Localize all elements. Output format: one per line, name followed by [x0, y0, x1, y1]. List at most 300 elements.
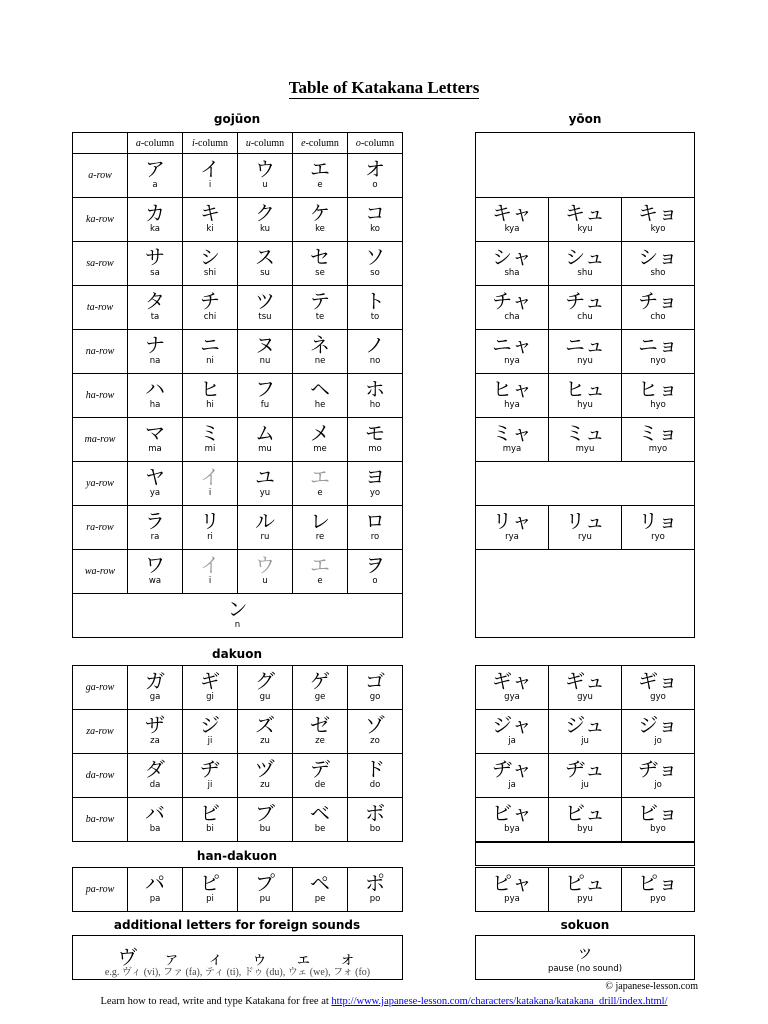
- yoon-row: [476, 198, 695, 242]
- romaji-label: pi: [206, 894, 214, 904]
- sokuon-heading: sokuon: [560, 918, 610, 932]
- kana-cell: [238, 374, 293, 418]
- romaji-label: to: [370, 312, 380, 322]
- kana-glyph: ゲ: [310, 669, 330, 693]
- romaji-label: kyo: [650, 224, 666, 234]
- romaji-label: hyo: [650, 400, 666, 410]
- romaji-label: byo: [650, 824, 666, 834]
- kana-cell: [128, 462, 183, 506]
- kana-cell: [348, 242, 403, 286]
- kana-glyph: ニョ: [638, 333, 678, 357]
- romaji-label: ju: [581, 736, 589, 746]
- romaji-label: gu: [259, 692, 271, 702]
- romaji-label: fu: [260, 400, 270, 410]
- kana-cell: [549, 286, 622, 330]
- kana-glyph: ポ: [365, 871, 385, 895]
- kana-glyph: ケ: [310, 201, 330, 225]
- kana-cell: [549, 798, 622, 842]
- kana-glyph: ヂュ: [565, 757, 605, 781]
- romaji-label: shu: [577, 268, 593, 278]
- romaji-label: nyo: [650, 356, 666, 366]
- romaji-label: e: [317, 576, 323, 586]
- kana-cell: [348, 754, 403, 798]
- kana-cell: [549, 868, 622, 912]
- romaji-label: se: [315, 268, 325, 278]
- kana-cell: [128, 286, 183, 330]
- romaji-label: go: [369, 692, 381, 702]
- kana-cell: [128, 154, 183, 198]
- romaji-label: ro: [370, 532, 380, 542]
- column-header: o-column: [348, 133, 403, 154]
- kana-cell: [128, 868, 183, 912]
- kana-glyph: ヂョ: [638, 757, 678, 781]
- kana-cell: [183, 506, 238, 550]
- kana-glyph: イ: [200, 553, 220, 577]
- kana-cell: [293, 868, 348, 912]
- kana-glyph: ヤ: [145, 465, 165, 489]
- foreign-example: e.g. ヴィ (vi), ファ (fa), ティ (ti), ドゥ (du), ウェ (we), フォ (fo): [104, 967, 371, 978]
- kana-glyph: ジョ: [638, 713, 678, 737]
- kana-glyph: ジャ: [492, 713, 532, 737]
- katakana-drill-link[interactable]: http://www.japanese-lesson.com/characters/katakana/katakana_drill/index.html/: [331, 996, 668, 1007]
- kana-cell: [183, 754, 238, 798]
- kana-glyph: ミュ: [565, 421, 605, 445]
- kana-glyph: ツ: [255, 289, 275, 313]
- copyright-text: © japanese-lesson.com: [605, 981, 698, 992]
- kana-glyph: メ: [310, 421, 330, 445]
- romaji-label: hya: [504, 400, 520, 410]
- kana-glyph: ギョ: [638, 669, 678, 693]
- handakuon-table: [72, 867, 403, 912]
- kana-glyph: シュ: [565, 245, 605, 269]
- romaji-label: i: [208, 488, 212, 498]
- kana-cell: [128, 242, 183, 286]
- kana-cell: [476, 330, 549, 374]
- kana-cell: [183, 868, 238, 912]
- romaji-label: mya: [502, 444, 522, 454]
- kana-cell: [348, 462, 403, 506]
- kana-cell: [622, 798, 695, 842]
- kana-glyph: ル: [255, 509, 275, 533]
- romaji-label: ryo: [651, 532, 665, 542]
- kana-glyph: ボ: [365, 801, 385, 825]
- kana-glyph: ワ: [145, 553, 165, 577]
- kana-cell: [128, 798, 183, 842]
- romaji-label: u: [262, 180, 268, 190]
- kana-cell: [293, 286, 348, 330]
- row-label: ya-row: [73, 462, 128, 506]
- romaji-label: byu: [577, 824, 593, 834]
- kana-row: [73, 374, 403, 418]
- romaji-label: ryu: [578, 532, 592, 542]
- kana-cell: [622, 242, 695, 286]
- romaji-label: tsu: [258, 312, 272, 322]
- yoon-row: [476, 754, 695, 798]
- romaji-label: ja: [508, 736, 516, 746]
- kana-glyph: ニュ: [565, 333, 605, 357]
- kana-cell: [238, 506, 293, 550]
- gojuon-table: [72, 132, 403, 638]
- romaji-label: za: [150, 736, 160, 746]
- kana-glyph: ホ: [365, 377, 385, 401]
- kana-cell: [549, 418, 622, 462]
- kana-glyph: ギ: [200, 669, 220, 693]
- n-row: [73, 594, 403, 638]
- romaji-label: zu: [260, 780, 270, 790]
- kana-cell: [128, 374, 183, 418]
- romaji-label: pyo: [650, 894, 666, 904]
- empty-yoon-cell: [476, 550, 695, 638]
- kana-cell: [293, 374, 348, 418]
- kana-glyph: ト: [365, 289, 385, 313]
- kana-cell: [476, 506, 549, 550]
- kana-cell: [622, 330, 695, 374]
- kana-row: [73, 666, 403, 710]
- kana-cell: [476, 198, 549, 242]
- kana-glyph: ニ: [200, 333, 220, 357]
- romaji-label: i: [208, 180, 212, 190]
- romaji-label: o: [372, 180, 378, 190]
- romaji-label: chu: [577, 312, 593, 322]
- romaji-label: nya: [504, 356, 520, 366]
- kana-glyph: パ: [145, 871, 165, 895]
- kana-cell: [293, 418, 348, 462]
- kana-glyph: キュ: [565, 201, 605, 225]
- row-label: ra-row: [73, 506, 128, 550]
- kana-cell: [238, 868, 293, 912]
- romaji-label: bo: [369, 824, 381, 834]
- kana-glyph: ヒャ: [492, 377, 532, 401]
- kana-row: [73, 506, 403, 550]
- yoon-bottom-empty: [476, 550, 695, 638]
- yoon-row: [476, 418, 695, 462]
- romaji-label: so: [370, 268, 380, 278]
- kana-cell: [183, 330, 238, 374]
- kana-glyph: サ: [145, 245, 165, 269]
- kana-glyph: ヘ: [310, 377, 330, 401]
- romaji-label: rya: [505, 532, 519, 542]
- kana-glyph: イ: [200, 157, 220, 181]
- kana-cell: [293, 198, 348, 242]
- romaji-label: e: [317, 180, 323, 190]
- romaji-label: nu: [259, 356, 271, 366]
- kana-cell: [128, 418, 183, 462]
- kana-glyph: ヌ: [255, 333, 275, 357]
- row-label: ba-row: [73, 798, 128, 842]
- kana-glyph: レ: [310, 509, 330, 533]
- kana-cell: [183, 418, 238, 462]
- kana-cell: [348, 418, 403, 462]
- kana-glyph: ガ: [145, 669, 165, 693]
- kana-row: [73, 198, 403, 242]
- romaji-label: ja: [508, 780, 516, 790]
- kana-glyph: ナ: [145, 333, 165, 357]
- kana-glyph: チャ: [492, 289, 532, 313]
- row-label: na-row: [73, 330, 128, 374]
- kana-glyph: ミャ: [492, 421, 532, 445]
- corner-cell: [73, 133, 128, 154]
- foreign-letter: ヴ: [117, 945, 138, 969]
- kana-cell: [293, 550, 348, 594]
- kana-row: [73, 798, 403, 842]
- foreign-letters: [73, 941, 402, 969]
- kana-glyph: ハ: [145, 377, 165, 401]
- romaji-label: wa: [148, 576, 162, 586]
- kana-row: [73, 462, 403, 506]
- kana-glyph: ピャ: [492, 871, 532, 895]
- kana-cell: [476, 798, 549, 842]
- kana-glyph: ム: [255, 421, 275, 445]
- kana-cell: [238, 666, 293, 710]
- row-label: za-row: [73, 710, 128, 754]
- kana-glyph: シャ: [492, 245, 532, 269]
- romaji-label: pya: [504, 894, 520, 904]
- yoon-row: [476, 374, 695, 418]
- kana-cell: [549, 198, 622, 242]
- kana-glyph: ビョ: [638, 801, 678, 825]
- kana-cell: [238, 550, 293, 594]
- kana-glyph: ア: [145, 157, 165, 181]
- kana-cell: [293, 462, 348, 506]
- row-label: ma-row: [73, 418, 128, 462]
- kana-cell: [128, 754, 183, 798]
- kana-cell: [549, 710, 622, 754]
- kana-cell: [238, 242, 293, 286]
- kana-cell: [183, 550, 238, 594]
- kana-glyph: ゴ: [365, 669, 385, 693]
- kana-cell: [183, 462, 238, 506]
- kana-glyph: ダ: [145, 757, 165, 781]
- romaji-label: po: [369, 894, 381, 904]
- kana-row: [73, 418, 403, 462]
- kana-glyph: ベ: [310, 801, 330, 825]
- kana-cell: [183, 374, 238, 418]
- kana-glyph: リュ: [565, 509, 605, 533]
- kana-glyph: リャ: [492, 509, 532, 533]
- kana-cell: [348, 154, 403, 198]
- row-label: ta-row: [73, 286, 128, 330]
- kana-glyph: ビュ: [565, 801, 605, 825]
- romaji-label: cha: [504, 312, 520, 322]
- kana-glyph: ピュ: [565, 871, 605, 895]
- kana-cell: [128, 506, 183, 550]
- romaji-label: ru: [260, 532, 270, 542]
- kana-cell: [183, 242, 238, 286]
- column-header: e-column: [293, 133, 348, 154]
- kana-glyph: オ: [365, 157, 385, 181]
- kana-cell: [476, 666, 549, 710]
- romaji-label: da: [149, 780, 161, 790]
- romaji-label: ju: [581, 780, 589, 790]
- kana-row: [73, 330, 403, 374]
- kana-cell: [348, 330, 403, 374]
- romaji-label: cho: [650, 312, 666, 322]
- romaji-label: pe: [314, 894, 326, 904]
- kana-glyph: ヒョ: [638, 377, 678, 401]
- romaji-label: n: [234, 620, 241, 630]
- yoon-row: [476, 710, 695, 754]
- romaji-label: sha: [504, 268, 520, 278]
- kana-cell: [476, 418, 549, 462]
- romaji-label: su: [260, 268, 270, 278]
- row-label: ka-row: [73, 198, 128, 242]
- romaji-label: jo: [654, 780, 662, 790]
- kana-cell: [183, 286, 238, 330]
- yoon-row: [476, 462, 695, 506]
- kana-cell: [622, 710, 695, 754]
- romaji-label: gyu: [577, 692, 593, 702]
- kana-glyph: キョ: [638, 201, 678, 225]
- kana-glyph: ス: [255, 245, 275, 269]
- romaji-label: re: [315, 532, 325, 542]
- kana-glyph: プ: [255, 871, 275, 895]
- kana-glyph: ン: [227, 597, 248, 621]
- yoon-row: [476, 666, 695, 710]
- sokuon-romaji: pause (no sound): [547, 964, 623, 974]
- kana-glyph: チョ: [638, 289, 678, 313]
- romaji-label: myu: [575, 444, 595, 454]
- romaji-label: pu: [259, 894, 271, 904]
- romaji-label: ma: [148, 444, 162, 454]
- kana-cell: [238, 330, 293, 374]
- kana-cell: [549, 506, 622, 550]
- romaji-label: me: [313, 444, 327, 454]
- kana-cell: [549, 330, 622, 374]
- romaji-label: myo: [648, 444, 668, 454]
- kana-glyph: ミ: [200, 421, 220, 445]
- kana-glyph: ヅ: [255, 757, 275, 781]
- romaji-label: ra: [150, 532, 160, 542]
- romaji-label: i: [208, 576, 212, 586]
- romaji-label: ri: [207, 532, 213, 542]
- kana-cell: [348, 198, 403, 242]
- kana-glyph: コ: [365, 201, 385, 225]
- romaji-label: chi: [203, 312, 217, 322]
- kana-glyph: ペ: [310, 871, 330, 895]
- kana-glyph: フ: [255, 377, 275, 401]
- handakuon-heading: han-dakuon: [196, 849, 278, 863]
- kana-glyph: ジュ: [565, 713, 605, 737]
- romaji-label: kya: [504, 224, 520, 234]
- kana-glyph: ロ: [365, 509, 385, 533]
- kana-glyph: ザ: [145, 713, 165, 737]
- kana-cell: [238, 754, 293, 798]
- kana-glyph: モ: [365, 421, 385, 445]
- romaji-label: ji: [207, 780, 213, 790]
- kana-glyph: バ: [145, 801, 165, 825]
- yoon-spacer-cell: [475, 842, 695, 866]
- kana-cell: [622, 374, 695, 418]
- kana-row: [73, 242, 403, 286]
- kana-glyph: デ: [310, 757, 330, 781]
- kana-cell: [238, 798, 293, 842]
- kana-cell: [549, 242, 622, 286]
- row-label: sa-row: [73, 242, 128, 286]
- romaji-label: te: [315, 312, 325, 322]
- romaji-label: gi: [206, 692, 214, 702]
- yoon-heading: yōon: [568, 112, 602, 126]
- kana-cell: [183, 710, 238, 754]
- kana-cell: [238, 710, 293, 754]
- romaji-label: sa: [150, 268, 160, 278]
- romaji-label: pa: [149, 894, 161, 904]
- kana-glyph: ユ: [255, 465, 275, 489]
- kana-cell: [238, 154, 293, 198]
- kana-cell: [128, 550, 183, 594]
- kana-glyph: ヨ: [365, 465, 385, 489]
- romaji-label: zo: [370, 736, 380, 746]
- kana-glyph: ズ: [255, 713, 275, 737]
- romaji-label: ze: [315, 736, 325, 746]
- romaji-label: bu: [259, 824, 271, 834]
- romaji-label: hyu: [577, 400, 593, 410]
- romaji-label: ne: [314, 356, 326, 366]
- kana-glyph: エ: [310, 553, 330, 577]
- kana-row: [73, 550, 403, 594]
- romaji-label: do: [369, 780, 381, 790]
- romaji-label: zu: [260, 736, 270, 746]
- romaji-label: yu: [259, 488, 271, 498]
- kana-glyph: ヒュ: [565, 377, 605, 401]
- romaji-label: ta: [150, 312, 160, 322]
- kana-cell: [293, 154, 348, 198]
- romaji-label: ba: [149, 824, 161, 834]
- kana-cell: [622, 506, 695, 550]
- kana-glyph: ジ: [200, 713, 220, 737]
- romaji-label: bi: [206, 824, 214, 834]
- kana-cell: [293, 506, 348, 550]
- foreign-letter: ァ: [163, 949, 180, 969]
- kana-glyph: マ: [145, 421, 165, 445]
- row-label: da-row: [73, 754, 128, 798]
- yoon-handakuon-table: [475, 867, 695, 912]
- kana-glyph: エ: [310, 157, 330, 181]
- romaji-label: ya: [149, 488, 161, 498]
- kana-cell: [293, 710, 348, 754]
- kana-glyph: タ: [145, 289, 165, 313]
- kana-cell: [348, 286, 403, 330]
- romaji-label: mu: [258, 444, 272, 454]
- romaji-label: shi: [203, 268, 217, 278]
- romaji-label: e: [317, 488, 323, 498]
- kana-glyph: キャ: [492, 201, 532, 225]
- kana-cell: [549, 666, 622, 710]
- empty-yoon-cell: [476, 462, 695, 506]
- kana-glyph: ビャ: [492, 801, 532, 825]
- row-label: pa-row: [73, 868, 128, 912]
- kana-glyph: ピ: [200, 871, 220, 895]
- kana-glyph: ゼ: [310, 713, 330, 737]
- romaji-label: ge: [314, 692, 326, 702]
- kana-cell: [238, 198, 293, 242]
- kana-glyph: ウ: [255, 157, 275, 181]
- gojuon-heading: gojūon: [213, 112, 261, 126]
- romaji-label: ku: [259, 224, 271, 234]
- kana-cell: [128, 330, 183, 374]
- kana-cell: [622, 198, 695, 242]
- romaji-label: gyo: [650, 692, 666, 702]
- row-label: ga-row: [73, 666, 128, 710]
- kana-glyph: ブ: [255, 801, 275, 825]
- kana-glyph: カ: [145, 201, 165, 225]
- kana-glyph: グ: [255, 669, 275, 693]
- yoon-row: [476, 506, 695, 550]
- kana-cell: [622, 754, 695, 798]
- kana-cell: [293, 666, 348, 710]
- romaji-label: yo: [369, 488, 381, 498]
- kana-row: [73, 754, 403, 798]
- kana-cell: [73, 594, 403, 638]
